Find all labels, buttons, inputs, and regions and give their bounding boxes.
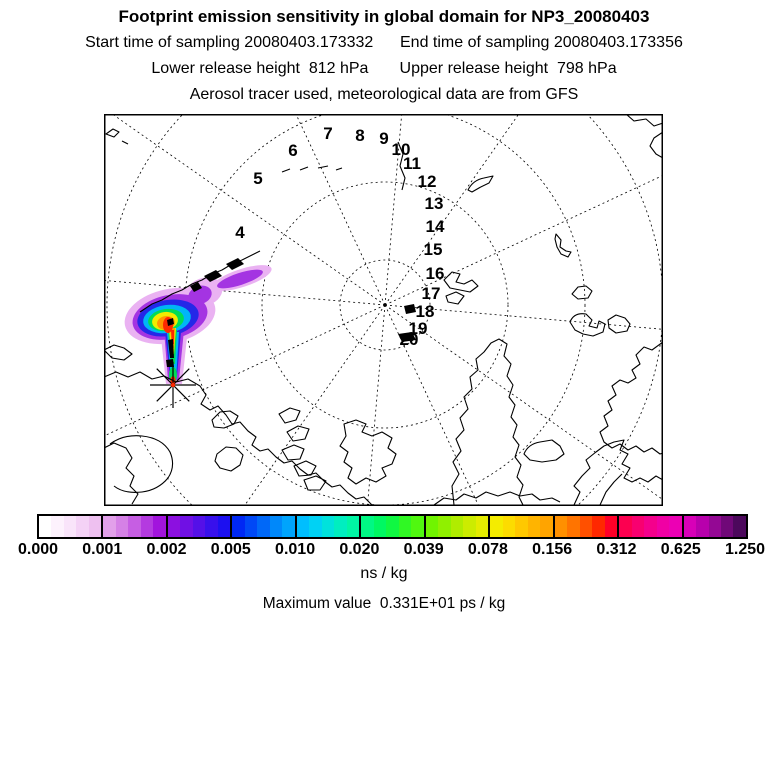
- trajectory-day-label: 17: [421, 284, 441, 303]
- trajectory-day-label: 7: [323, 124, 333, 143]
- colorbar-step: [297, 516, 309, 537]
- colorbar-tick: 1.250: [724, 541, 766, 558]
- colorbar-step: [515, 516, 527, 537]
- colorbar-step: [282, 516, 294, 537]
- colorbar-segment: [101, 516, 165, 537]
- trajectory-day-label: 6: [288, 141, 298, 160]
- colorbar-segment: [295, 516, 359, 537]
- colorbar-step: [232, 516, 244, 537]
- colorbar-step: [399, 516, 411, 537]
- colorbar-step: [733, 516, 745, 537]
- colorbar-step: [411, 516, 423, 537]
- trajectory-day-label: 18: [415, 302, 435, 321]
- trajectory-day-label: 12: [417, 172, 437, 191]
- trajectory-day-label: 16: [425, 264, 445, 283]
- footprint-map: [104, 114, 663, 506]
- colorbar-step: [218, 516, 230, 537]
- colorbar-step: [503, 516, 515, 537]
- colorbar-tick: 0.312: [596, 541, 637, 558]
- colorbar-tick: 0.000: [17, 541, 59, 558]
- colorbar-step: [657, 516, 669, 537]
- colorbar-tick: 0.020: [339, 541, 380, 558]
- colorbar-tick-labels: [17, 541, 766, 559]
- trajectory-day-label: 10: [391, 140, 411, 159]
- colorbar-step: [426, 516, 438, 537]
- colorbar-step: [632, 516, 644, 537]
- colorbar-step: [709, 516, 721, 537]
- colorbar-step: [684, 516, 696, 537]
- colorbar-step: [555, 516, 567, 537]
- colorbar-step: [51, 516, 63, 537]
- colorbar-step: [116, 516, 128, 537]
- colorbar-step: [64, 516, 76, 537]
- colorbar-step: [374, 516, 386, 537]
- colorbar-tick: 0.002: [146, 541, 187, 558]
- colorbar-step: [153, 516, 165, 537]
- colorbar-step: [438, 516, 450, 537]
- trajectory-day-labels: [235, 124, 445, 349]
- colorbar-step: [386, 516, 398, 537]
- release-heights-line: Lower release height 812 hPa Upper release height 798 hPa: [151, 60, 617, 77]
- colorbar-tick: 0.625: [660, 541, 701, 558]
- colorbar-step: [592, 516, 604, 537]
- map-svg: [104, 114, 663, 506]
- colorbar-step: [180, 516, 192, 537]
- colorbar-step: [103, 516, 115, 537]
- colorbar-step: [644, 516, 656, 537]
- trajectory-day-label: 4: [235, 223, 245, 242]
- colorbar-tick: 0.078: [467, 541, 508, 558]
- colorbar-step: [619, 516, 631, 537]
- colorbar-step: [721, 516, 733, 537]
- colorbar-step: [245, 516, 257, 537]
- colorbar-segment: [617, 516, 681, 537]
- colorbar-tick: 0.039: [403, 541, 444, 558]
- colorbar-tick: 0.010: [275, 541, 316, 558]
- colorbar-step: [334, 516, 346, 537]
- colorbar-step: [605, 516, 617, 537]
- trajectory-day-label: 11: [403, 154, 421, 173]
- colorbar-segment: [682, 516, 746, 537]
- colorbar-step: [696, 516, 708, 537]
- colorbar-step: [141, 516, 153, 537]
- trajectory-day-label: 5: [253, 169, 263, 188]
- colorbar-step: [528, 516, 540, 537]
- colorbar-step: [205, 516, 217, 537]
- trajectory-day-label: 13: [424, 194, 444, 213]
- colorbar-step: [76, 516, 88, 537]
- colorbar-step: [540, 516, 552, 537]
- colorbar-step: [309, 516, 321, 537]
- colorbar-step: [39, 516, 51, 537]
- colorbar-segment: [359, 516, 423, 537]
- sampling-times-line: Start time of sampling 20080403.173332 End time of sampling 20080403.173356: [85, 34, 683, 51]
- colorbar-step: [128, 516, 140, 537]
- trajectory-day-label: 9: [379, 129, 389, 148]
- colorbar-segment: [424, 516, 488, 537]
- colorbar-segment: [166, 516, 230, 537]
- colorbar: [37, 514, 748, 539]
- max-value-label: Maximum value 0.331E+01 ps / kg: [262, 595, 506, 612]
- colorbar-step: [490, 516, 502, 537]
- colorbar-tick: 0.001: [82, 541, 123, 558]
- colorbar-step: [347, 516, 359, 537]
- release-marker: [150, 362, 196, 408]
- colorbar-step: [168, 516, 180, 537]
- trajectory-day-label: 19: [408, 319, 428, 338]
- colorbar-step: [361, 516, 373, 537]
- colorbar-step: [463, 516, 475, 537]
- colorbar-step: [580, 516, 592, 537]
- colorbar-step: [322, 516, 334, 537]
- emission-plume: [119, 260, 274, 386]
- trajectory-day-label: 15: [423, 240, 443, 259]
- colorbar-step: [476, 516, 488, 537]
- tracer-info-line: Aerosol tracer used, meteorological data are from GFS: [189, 86, 579, 103]
- colorbar-segment: [553, 516, 617, 537]
- colorbar-step: [451, 516, 463, 537]
- colorbar-step: [669, 516, 681, 537]
- colorbar-step: [270, 516, 282, 537]
- colorbar-step: [193, 516, 205, 537]
- colorbar-unit-label: ns / kg: [360, 565, 408, 582]
- trajectory-day-label: 20: [399, 330, 419, 349]
- page-title: Footprint emission sensitivity in global domain for NP3_20080403: [118, 7, 650, 26]
- colorbar-step: [257, 516, 269, 537]
- colorbar-segment: [230, 516, 294, 537]
- colorbar-step: [89, 516, 101, 537]
- colorbar-tick: 0.005: [210, 541, 251, 558]
- colorbar-tick: 0.156: [532, 541, 573, 558]
- colorbar-segment: [488, 516, 552, 537]
- trajectory-day-label: 8: [355, 126, 365, 145]
- colorbar-segment: [39, 516, 101, 537]
- colorbar-step: [567, 516, 579, 537]
- trajectory-day-label: 14: [425, 217, 445, 236]
